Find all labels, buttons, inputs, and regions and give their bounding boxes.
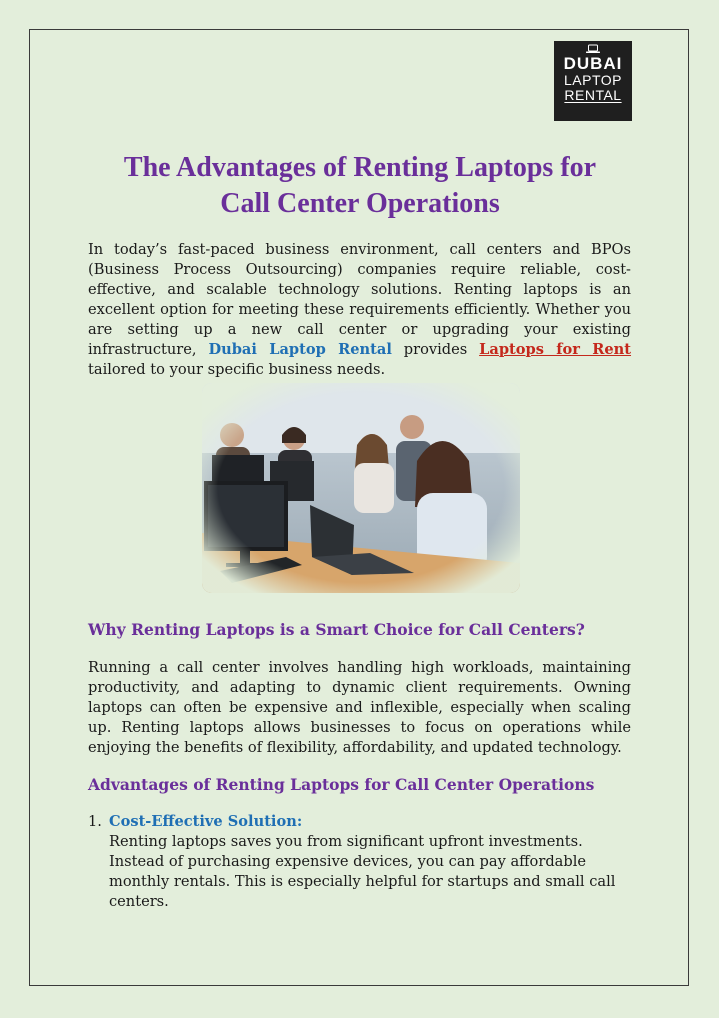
intro-text-after: tailored to your specific business needs. [88, 361, 386, 378]
laptops-for-rent-link[interactable]: Laptops for Rent [479, 341, 632, 358]
brand-logo [554, 41, 632, 121]
logo-line-2: LAPTOP [564, 72, 622, 88]
call-center-illustration [202, 383, 520, 593]
page-title [60, 150, 660, 222]
intro-paragraph [88, 240, 631, 380]
intro-text-middle: provides [391, 341, 480, 358]
brand-link[interactable]: Dubai Laptop Rental [208, 341, 392, 358]
title-line-1: The Advantages of Renting Laptops for [123, 152, 597, 183]
why-paragraph: Running a call center involves handling high workloads, maintaining productivity, and adapting to dynamic client requirements. Owning laptops can often be expensive and inflexible, especially when scaling up. Renting laptops allows businesses to focus on operations while enjoying the benefits of flexibility, affordability, and updated technology. [88, 659, 631, 756]
list-item-number: 1. [88, 813, 102, 830]
title-line-2: Call Center Operations [220, 188, 500, 219]
laptop-icon [585, 44, 601, 54]
call-center-photo [202, 383, 520, 593]
list-item-title: Cost-Effective Solution: [109, 813, 303, 830]
section-heading-why: Why Renting Laptops is a Smart Choice for Call Centers? [88, 620, 585, 639]
list-item-body: Renting laptops saves you from significant upfront investments. Instead of purchasing expensive devices, you can pay affordable monthly rentals. This is especially helpful for startups and small call centers. [109, 833, 616, 910]
section-heading-advantages: Advantages of Renting Laptops for Call Center Operations [88, 775, 595, 794]
intro-text-before: In today’s fast-paced business environment, call centers and BPOs (Business Process Outsourcing) companies require reliable, cost-effective, and scalable technology solutions. Renting laptops is an excellent option for meeting these requirements efficiently. Whether you are setting up a new call center or upgrading your existing infrastructure, [88, 241, 631, 358]
logo-line-1: DUBAI [563, 54, 623, 73]
logo-line-3: RENTAL [564, 87, 622, 103]
